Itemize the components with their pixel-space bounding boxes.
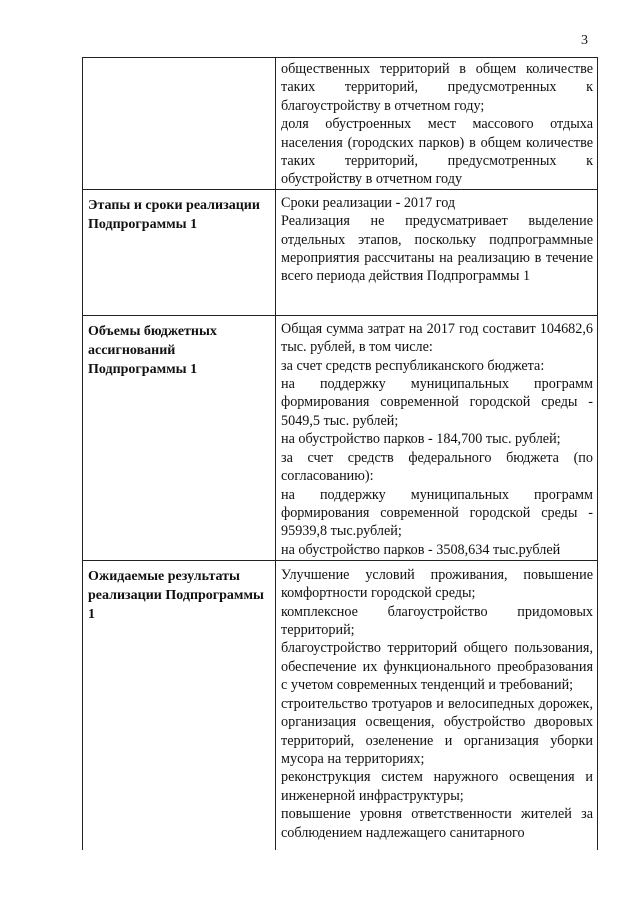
content-paragraph: реконструкция систем наружного освещения и инженерной инфраструктуры;	[281, 769, 593, 804]
subprogram-passport-table	[82, 57, 598, 850]
row-label: Объемы бюджетных ассигнований Подпрограммы 1	[88, 323, 217, 377]
content-paragraph: Общая сумма затрат на 2017 год составит 104682,6 тыс. рублей, в том числе:	[281, 320, 593, 356]
row-label	[88, 58, 271, 64]
content-paragraph: Улучшение условий проживания, повышение комфортности городской среды;	[281, 566, 593, 602]
row-label-cell	[83, 315, 276, 560]
row-content-cell	[276, 58, 598, 190]
content-paragraph: Реализация не предусматривает выделение отдельных этапов, поскольку подпрограммные мероприятия рассчитаны на реализацию в течение всего периода действия Подпрограммы 1	[281, 213, 593, 285]
page-number: 3	[581, 33, 588, 48]
content-paragraph: повышение уровня ответственности жителей за соблюдением надлежащего санитарного	[281, 806, 593, 841]
content-paragraph: на обустройство парков - 184,700 тыс. рублей;	[281, 431, 561, 448]
content-paragraph: доля обустроенных мест массового отдыха населения (городских парков) в общем количестве таких территорий, предусмотренных к обустройству в отчетном году	[281, 116, 593, 188]
content-paragraph: на поддержку муниципальных программ формирования современной городской среды - 95939,8 тыс.рублей;	[281, 486, 593, 540]
table-row-continuation	[83, 58, 598, 190]
content-paragraph: за счет средств республиканского бюджета:	[281, 357, 545, 374]
row-label-cell	[83, 58, 276, 190]
row-content-cell	[276, 560, 598, 850]
row-content-cell	[276, 189, 598, 315]
row-label-cell	[83, 560, 276, 850]
row-label-cell	[83, 189, 276, 315]
content-paragraph: на поддержку муниципальных программ формирования современной городской среды - 5049,5 тыс. рублей;	[281, 376, 593, 429]
row-label: Ожидаемые результаты реализации Подпрограммы 1	[88, 568, 264, 622]
row-content-cell	[276, 315, 598, 560]
row-label: Этапы и сроки реализации Подпрограммы 1	[88, 197, 260, 232]
content-paragraph: за счет средств федерального бюджета (по согласованию):	[281, 449, 593, 485]
content-paragraph: благоустройство территорий общего пользования, обеспечение их функционального преобразования с учетом современных тенденций и требований;	[281, 640, 593, 694]
content-paragraph: на обустройство парков - 3508,634 тыс.рублей	[281, 541, 561, 558]
content-paragraph: строительство тротуаров и велосипедных дорожек, организация освещения, обустройство дворовых территорий, озеленение и организация уборки мусора на территориях;	[281, 695, 593, 767]
table-row-results	[83, 560, 598, 850]
content-paragraph: Сроки реализации - 2017 год	[281, 194, 456, 211]
table-row-stages	[83, 189, 598, 315]
content-paragraph: общественных территорий в общем количестве таких территорий, предусмотренных к благоустройству в отчетном году;	[281, 61, 593, 114]
content-paragraph: комплексное благоустройство придомовых территорий;	[281, 603, 593, 639]
table-row-budget	[83, 315, 598, 560]
